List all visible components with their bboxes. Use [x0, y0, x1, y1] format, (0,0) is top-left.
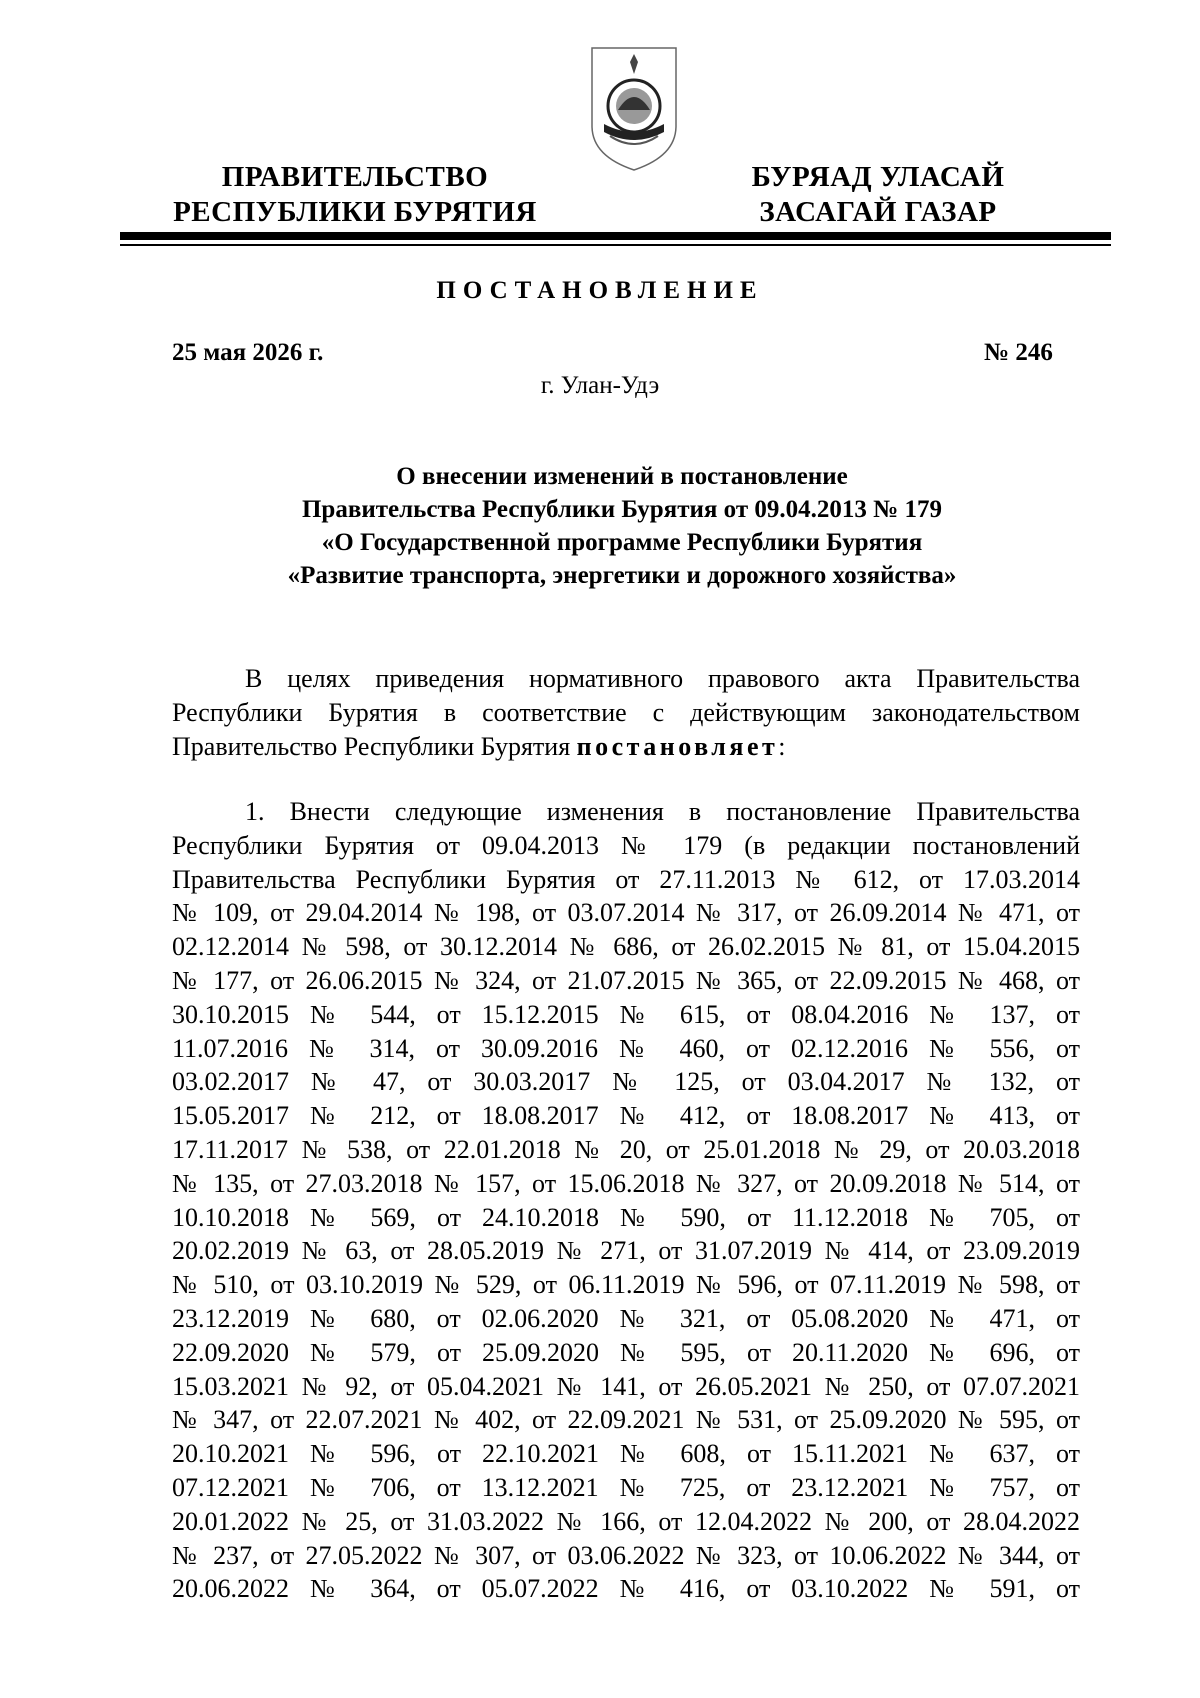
government-name-ru-line: РЕСПУБЛИКИ БУРЯТИЯ [173, 196, 537, 228]
paragraph-line: № 177, от 26.06.2015 № 324, от 21.07.2015 № 365, от 22.09.2015 № 468, от [172, 965, 1080, 995]
resolution-subject: Правительство Республики Бурятия [172, 731, 577, 761]
government-name-ru [145, 160, 565, 230]
resolution-verb: постановляет [576, 731, 779, 761]
title-line: О внесении изменений в постановление [396, 463, 848, 490]
paragraph-line: В целях приведения нормативного правового акта Правительства [245, 664, 1080, 693]
intro-paragraph [172, 662, 1080, 763]
paragraph-line: 17.11.2017 № 538, от 22.01.2018 № 20, от 25.01.2018 № 29, от 20.03.2018 [172, 1134, 1080, 1164]
paragraph-line: 20.01.2022 № 25, от 31.03.2022 № 166, от 12.04.2022 № 200, от 28.04.2022 [172, 1506, 1080, 1536]
paragraph-line: 20.02.2019 № 63, от 28.05.2019 № 271, от 31.07.2019 № 414, от 23.09.2019 [172, 1236, 1080, 1266]
paragraph-line: Правительства Республики Бурятия от 27.11.2013 № 612, от 17.03.2014 [172, 864, 1080, 894]
paragraph-line: 07.12.2021 № 706, от 13.12.2021 № 725, от 23.12.2021 № 757, от [172, 1472, 1080, 1502]
paragraph-line: № 135, от 27.03.2018 № 157, от 15.06.2018 № 327, от 20.09.2018 № 514, от [172, 1168, 1080, 1198]
paragraph-line: 20.06.2022 № 364, от 05.07.2022 № 416, от 03.10.2022 № 591, от [172, 1574, 1080, 1604]
paragraph-line: 30.10.2015 № 544, от 15.12.2015 № 615, от 08.04.2016 № 137, от [172, 999, 1080, 1029]
paragraph-line: 23.12.2019 № 680, от 02.06.2020 № 321, от 05.08.2020 № 471, от [172, 1303, 1080, 1333]
paragraph-line: Республики Бурятия от 09.04.2013 № 179 (в редакции постановлений [172, 830, 1080, 860]
government-name-bua [728, 160, 1028, 230]
paragraph-line: 15.05.2017 № 212, от 18.08.2017 № 412, от 18.08.2017 № 413, от [172, 1101, 1080, 1131]
paragraph-line: 03.02.2017 № 47, от 30.03.2017 № 125, от 03.04.2017 № 132, от [172, 1067, 1080, 1097]
title-line: Правительства Республики Бурятия от 09.04.2013 № 179 [301, 496, 942, 523]
document-type: ПОСТАНОВЛЕНИЕ [436, 277, 764, 304]
paragraph-line: 10.10.2018 № 569, от 24.10.2018 № 590, от 11.12.2018 № 705, от [172, 1202, 1080, 1232]
coat-of-arms-icon [588, 44, 680, 174]
document-number: № 246 [984, 339, 1053, 366]
paragraph-line: № 347, от 22.07.2021 № 402, от 22.09.2021 № 531, от 25.09.2020 № 595, от [172, 1405, 1080, 1435]
title-line: «О Государственной программе Республики Бурятия [321, 529, 923, 556]
resolution-colon: : [778, 731, 786, 761]
paragraph-line: Республики Бурятия в соответствие с действующим законодательством [172, 697, 1080, 727]
header-divider-thin [120, 244, 1111, 246]
paragraph-line: № 510, от 03.10.2019 № 529, от 06.11.2019 № 596, от 07.11.2019 № 598, от [172, 1270, 1080, 1300]
title-line: «Развитие транспорта, энергетики и дорожного хозяйства» [287, 562, 957, 589]
government-name-bua-line: БУРЯАД УЛАСАЙ [751, 161, 1005, 193]
paragraph-line: 20.10.2021 № 596, от 22.10.2021 № 608, от 15.11.2021 № 637, от [172, 1439, 1080, 1469]
government-name-bua-line: ЗАСАГАЙ ГАЗАР [759, 196, 997, 228]
paragraph-line: № 237, от 27.05.2022 № 307, от 03.06.2022 № 323, от 10.06.2022 № 344, от [172, 1540, 1080, 1570]
paragraph-line: 22.09.2020 № 579, от 25.09.2020 № 595, от 20.11.2020 № 696, от [172, 1337, 1080, 1367]
government-name-ru-line: ПРАВИТЕЛЬСТВО [221, 161, 489, 193]
document-date: 25 мая 2026 г. [172, 339, 324, 366]
document-city: г. Улан-Удэ [540, 372, 660, 399]
item-1-paragraph [172, 795, 1080, 1606]
paragraph-line: 02.12.2014 № 598, от 30.12.2014 № 686, от 26.02.2015 № 81, от 15.04.2015 [172, 932, 1080, 962]
paragraph-line: № 109, от 29.04.2014 № 198, от 03.07.2014 № 317, от 26.09.2014 № 471, от [172, 898, 1080, 928]
header-divider-thick [120, 232, 1111, 240]
paragraph-line [172, 730, 1080, 764]
paragraph-line: 1. Внести следующие изменения в постановление Правительства [245, 797, 1080, 826]
paragraph-line: 15.03.2021 № 92, от 05.04.2021 № 141, от 26.05.2021 № 250, от 07.07.2021 [172, 1371, 1080, 1401]
paragraph-line: 11.07.2016 № 314, от 30.09.2016 № 460, от 02.12.2016 № 556, от [172, 1033, 1080, 1063]
document-title [172, 460, 1072, 592]
